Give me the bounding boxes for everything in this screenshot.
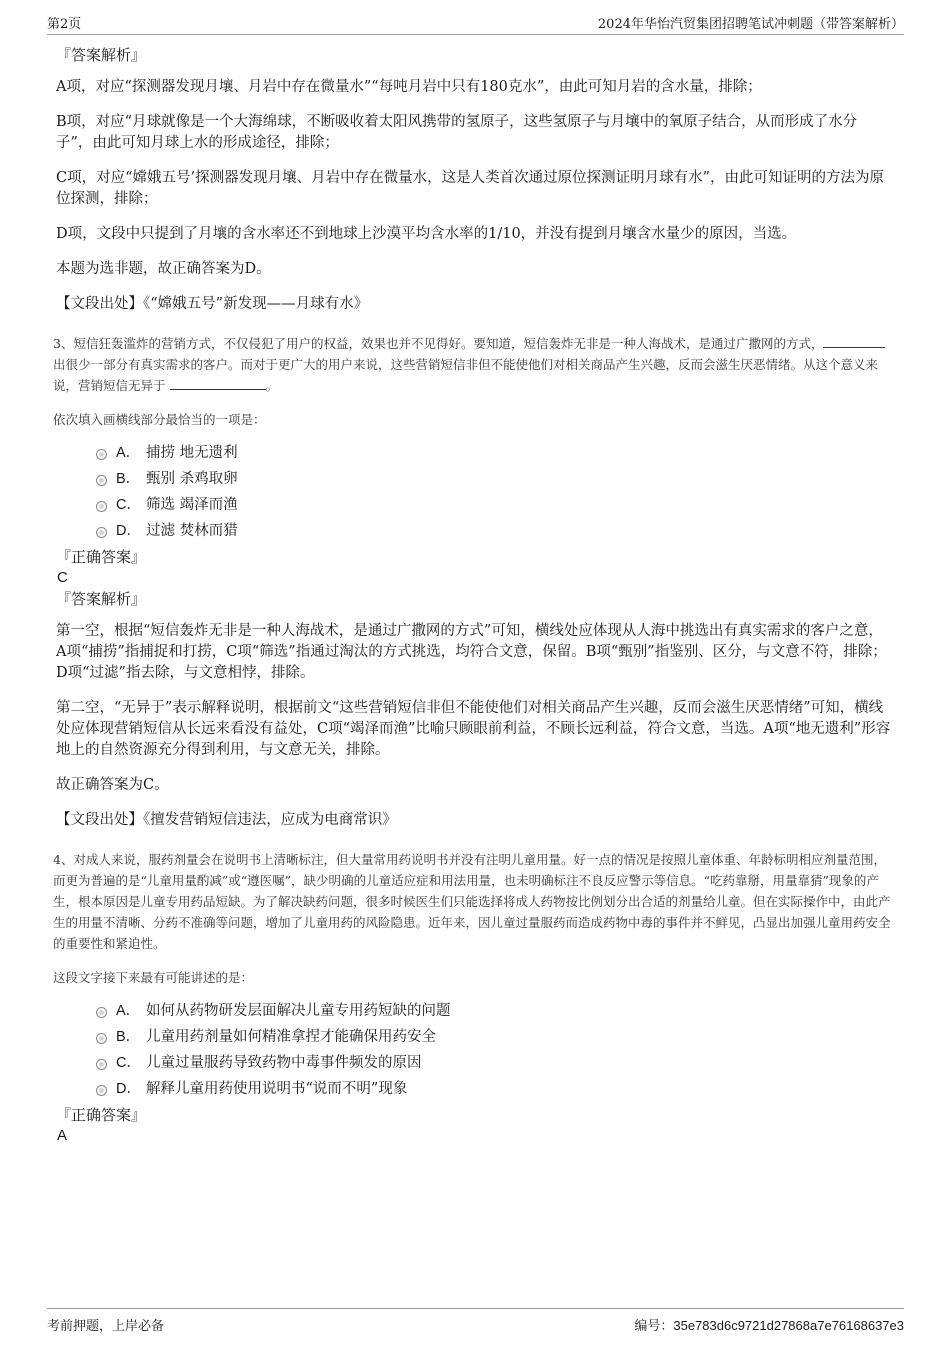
q2-analysis-label: 『答案解析』 xyxy=(56,46,147,64)
q3-option-a[interactable]: A． 捕捞 地无遗利 xyxy=(56,440,892,466)
page-content xyxy=(53,44,892,1146)
q3-analysis-blank1: 第一空，根据“短信轰炸无非是一种人海战术，是通过广撒网的方式”可知，横线处应体现从人海中挑选出有真实需求的客户之意，A项“捕捞”指捕捉和打捞，C项“筛选”指通过淘汰的方式挑选，均符合文意，保留。B项“甄别”指鉴别、区分，与文意不符，排除；D项“过滤”指去除，与文意相悖，排除。 xyxy=(56,623,887,681)
document-title: 2024年华怡汽贸集团招聘笔试冲刺题（带答案解析） xyxy=(597,17,904,32)
q3-stem-part1: 3、短信狂轰滥炸的营销方式，不仅侵犯了用户的权益，效果也并不见得好。要知道，短信轰炸无非是一种人海战术，是通过广撒网的方式， xyxy=(53,336,824,351)
q3-option-b[interactable]: B． 甄别 杀鸡取卵 xyxy=(56,466,892,492)
q3-option-c[interactable]: C． 筛选 竭泽而渔 xyxy=(56,492,892,518)
q3-correct-answer: C xyxy=(57,569,68,586)
q4-correct-answer: A xyxy=(57,1127,68,1144)
page-number: 第2页 xyxy=(47,17,82,32)
page-header xyxy=(47,12,904,35)
radio-icon[interactable] xyxy=(96,449,107,460)
q2-conclusion: 本题为选非题，故正确答案为D。 xyxy=(56,261,271,277)
q4-option-d[interactable]: D． 解释儿童用药使用说明书“说而不明”现象 xyxy=(56,1076,892,1102)
radio-icon[interactable] xyxy=(96,1007,107,1018)
q3-stem-end: 。 xyxy=(265,378,279,393)
radio-icon[interactable] xyxy=(96,475,107,486)
q3-blank-2 xyxy=(170,377,266,390)
q2-analysis-b: B项，对应“月球就像是一个大海绵球，不断吸收着太阳风携带的氢原子，这些氢原子与月壤中的氧原子结合，从而形成了水分子”，由此可知月球上水的形成途径，排除； xyxy=(56,114,858,151)
radio-icon[interactable] xyxy=(96,1059,107,1070)
q4-option-a[interactable]: A． 如何从药物研发层面解决儿童专用药短缺的问题 xyxy=(56,998,892,1024)
q2-analysis-a: A项，对应“探测器发现月壤、月岩中存在微量水”“每吨月岩中只有180克水”，由此可知月岩的含水量，排除； xyxy=(56,79,762,95)
q3-correct-label: 『正确答案』 xyxy=(56,548,147,566)
footer-slogan: 考前押题，上岸必备 xyxy=(47,1319,165,1334)
q3-analysis-blank2: 第二空，“无异于”表示解释说明，根据前文“这些营销短信非但不能使他们对相关商品产生兴趣，反而会滋生厌恶情绪”可知，横线处应体现营销短信从长远来看没有益处，C项“竭泽而渔”比喻只顾眼前利益，不顾长远利益，符合文意，当选。A项“地无遗利”形容地上的自然资源充分得到利用，与文意无关，排除。 xyxy=(56,700,891,758)
q4-correct-label: 『正确答案』 xyxy=(56,1106,147,1124)
q3-conclusion: 故正确答案为C。 xyxy=(56,777,169,793)
q3-source: 【文段出处】《擅发营销短信违法，应成为电商常识》 xyxy=(56,812,397,828)
page-footer xyxy=(47,1308,904,1333)
q3-stem xyxy=(53,333,892,396)
q3-analysis-label: 『答案解析』 xyxy=(56,590,147,608)
q2-source: 【文段出处】《“嫦娥五号”新发现——月球有水》 xyxy=(56,296,369,312)
q3-option-d[interactable]: D． 过滤 焚林而猎 xyxy=(56,518,892,544)
radio-icon[interactable] xyxy=(96,501,107,512)
q4-option-c[interactable]: C． 儿童过量服药导致药物中毒事件频发的原因 xyxy=(56,1050,892,1076)
q3-options xyxy=(56,440,892,544)
q3-stem-part2: 出很少一部分有真实需求的客户。而对于更广大的用户来说，这些营销短信非但不能使他们对相关商品产生兴趣，反而会滋生厌恶情绪。从这个意义来说，营销短信无异于 xyxy=(53,357,879,393)
footer-serial: 编号：35e783d6c9721d27868a7e76168637e3 xyxy=(634,1318,904,1333)
radio-icon[interactable] xyxy=(96,1085,107,1096)
q2-analysis-d: D项，文段中只提到了月壤的含水率还不到地球上沙漠平均含水率的1/10，并没有提到月壤含水量少的原因，当选。 xyxy=(56,226,797,242)
radio-icon[interactable] xyxy=(96,527,107,538)
q3-blank-1 xyxy=(823,335,885,348)
q4-option-b[interactable]: B． 儿童用药剂量如何精准拿捏才能确保用药安全 xyxy=(56,1024,892,1050)
q3-prompt: 依次填入画横线部分最恰当的一项是： xyxy=(53,412,266,427)
q4-prompt: 这段文字接下来最有可能讲述的是： xyxy=(53,970,254,985)
radio-icon[interactable] xyxy=(96,1033,107,1044)
q2-analysis-c: C项，对应“嫦娥五号’探测器发现月壤、月岩中存在微量水，这是人类首次通过原位探测证明月球有水”，由此可知证明的方法为原位探测，排除； xyxy=(56,170,885,207)
q4-options xyxy=(56,998,892,1102)
q4-stem: 4、对成人来说，服药剂量会在说明书上清晰标注，但大量常用药说明书并没有注明儿童用量。好一点的情况是按照儿童体重、年龄标明相应剂量范围，而更为普遍的是“儿童用量酌减”或“遵医嘱”，缺少明确的儿童适应症和用法用量，也未明确标注不良反应警示等信息。“吃药靠掰，用量靠猜”现象的产生，根本原因是儿童专用药品短缺。为了解决缺药问题，很多时候医生们只能选择将成人药物按比例划分出合适的剂量给儿童。但在实际操作中，由此产生的用量不清晰、分药不准确等问题，增加了儿童用药的风险隐患。近年来，因儿童过量服药而造成药物中毒的事件并不鲜见，凸显出加强儿童用药安全的重要性和紧迫性。 xyxy=(53,852,891,951)
